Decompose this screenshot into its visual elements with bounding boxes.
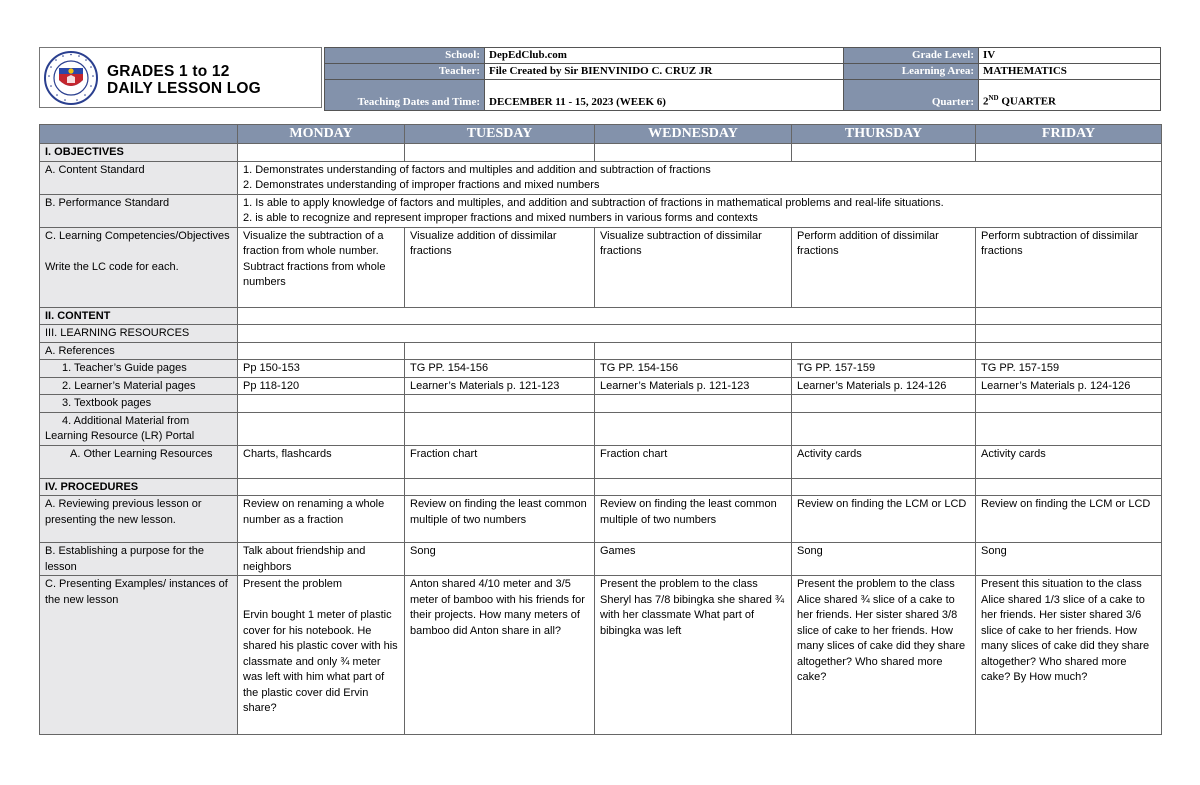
quarter-value <box>979 80 1161 111</box>
empty-cell <box>405 478 595 496</box>
competency-wednesday: Visualize subtraction of dissimilar fractions <box>595 227 792 307</box>
review-tuesday: Review on finding the least common multiple of two numbers <box>405 496 595 543</box>
other-resources-label: A. Other Learning Resources <box>40 445 238 478</box>
empty-cell <box>405 144 595 162</box>
review-friday: Review on finding the LCM or LCD <box>976 496 1162 543</box>
empty-cell <box>976 325 1162 343</box>
competency-tuesday: Visualize addition of dissimilar fractions <box>405 227 595 307</box>
competency-monday: Visualize the subtraction of a fraction from whole number. Subtract fractions from whole numbers <box>238 227 405 307</box>
table-row <box>40 144 1162 162</box>
day-header-wednesday: WEDNESDAY <box>595 125 792 144</box>
empty-cell <box>405 395 595 413</box>
lm-thursday: Learner’s Materials p. 124-126 <box>792 377 976 395</box>
learning-area-label: Learning Area: <box>844 64 979 80</box>
content-standard-label: A. Content Standard <box>40 161 238 194</box>
empty-cell <box>238 395 405 413</box>
empty-cell <box>976 395 1162 413</box>
purpose-monday: Talk about friendship and neighbors <box>238 543 405 576</box>
table-row <box>40 342 1162 360</box>
procedures-label: IV. PROCEDURES <box>40 478 238 496</box>
empty-cell <box>238 412 405 445</box>
objectives-label: I. OBJECTIVES <box>40 144 238 162</box>
examples-monday: Present the problem Ervin bought 1 meter of plastic cover for his notebook. He shared his plastic cover with his classmate and only ¾ meter was left with him what part of the plastic cover did Ervin share? <box>238 576 405 735</box>
tg-friday: TG PP. 157-159 <box>976 360 1162 378</box>
empty-cell <box>238 307 976 325</box>
empty-cell <box>238 325 976 343</box>
table-row <box>40 395 1162 413</box>
purpose-friday: Song <box>976 543 1162 576</box>
tg-wednesday: TG PP. 154-156 <box>595 360 792 378</box>
title-line-2: DAILY LESSON LOG <box>107 80 261 97</box>
table-row <box>40 194 1162 227</box>
day-header-monday: MONDAY <box>238 125 405 144</box>
competency-friday: Perform subtraction of dissimilar fractions <box>976 227 1162 307</box>
table-row <box>40 307 1162 325</box>
corner-cell <box>40 125 238 144</box>
empty-cell <box>595 412 792 445</box>
empty-cell <box>976 342 1162 360</box>
teacher-value: File Created by Sir BIENVINIDO C. CRUZ JR <box>485 64 844 80</box>
tg-thursday: TG PP. 157-159 <box>792 360 976 378</box>
empty-cell <box>595 342 792 360</box>
teachers-guide-label: 1. Teacher’s Guide pages <box>40 360 238 378</box>
title-line-1: GRADES 1 to 12 <box>107 63 230 80</box>
deped-seal-icon <box>43 50 99 106</box>
purpose-wednesday: Games <box>595 543 792 576</box>
table-row <box>40 543 1162 576</box>
table-row <box>40 325 1162 343</box>
empty-cell <box>238 144 405 162</box>
lm-wednesday: Learner’s Materials p. 121-123 <box>595 377 792 395</box>
lm-tuesday: Learner’s Materials p. 121-123 <box>405 377 595 395</box>
examples-friday: Present this situation to the class Alice shared 1/3 slice of a cake to her friends. Her sister shared 3/6 slice of cake to her friends. How many slices of cake did they share altogether? Who shared more cake? By How much? <box>976 576 1162 735</box>
lesson-grid <box>39 124 1162 735</box>
school-value: DepEdClub.com <box>485 48 844 64</box>
school-label: School: <box>325 48 485 64</box>
empty-cell <box>976 412 1162 445</box>
day-header-thursday: THURSDAY <box>792 125 976 144</box>
other-thursday: Activity cards <box>792 445 976 478</box>
purpose-thursday: Song <box>792 543 976 576</box>
empty-cell <box>792 144 976 162</box>
other-wednesday: Fraction chart <box>595 445 792 478</box>
review-label: A. Reviewing previous lesson or presenting the new lesson. <box>40 496 238 543</box>
lr-portal-label <box>40 412 238 445</box>
empty-cell <box>405 412 595 445</box>
table-row <box>40 161 1162 194</box>
competencies-label: C. Learning Competencies/Objectives Write the LC code for each. <box>40 227 238 307</box>
table-row <box>40 576 1162 735</box>
teaching-dates-label: Teaching Dates and Time: <box>325 80 485 111</box>
header-info-table <box>324 47 1161 111</box>
learning-resources-label: III. LEARNING RESOURCES <box>40 325 238 343</box>
empty-cell <box>976 144 1162 162</box>
table-row <box>40 377 1162 395</box>
purpose-tuesday: Song <box>405 543 595 576</box>
day-header-friday: FRIDAY <box>976 125 1162 144</box>
competency-thursday: Perform addition of dissimilar fractions <box>792 227 976 307</box>
lm-monday: Pp 118-120 <box>238 377 405 395</box>
content-label: II. CONTENT <box>40 307 238 325</box>
empty-cell <box>792 395 976 413</box>
empty-cell <box>595 144 792 162</box>
learning-area-value: MATHEMATICS <box>979 64 1161 80</box>
table-row <box>40 360 1162 378</box>
quarter-label: Quarter: <box>844 80 979 111</box>
content-standard-text: 1. Demonstrates understanding of factors and multiples and addition and subtraction of fractions 2. Demonstrates understanding of improper fractions and mixed numbers <box>238 161 1162 194</box>
table-row <box>40 478 1162 496</box>
tg-monday: Pp 150-153 <box>238 360 405 378</box>
quarter-text: QUARTER <box>998 96 1056 108</box>
teaching-dates-value: DECEMBER 11 - 15, 2023 (WEEK 6) <box>485 80 844 111</box>
examples-wednesday: Present the problem to the class Sheryl has 7/8 bibingka she shared ¾ with her classmate What part of bibingka was left <box>595 576 792 735</box>
day-header-tuesday: TUESDAY <box>405 125 595 144</box>
lm-friday: Learner’s Materials p. 124-126 <box>976 377 1162 395</box>
empty-cell <box>238 478 405 496</box>
empty-cell <box>976 478 1162 496</box>
examples-label: C. Presenting Examples/ instances of the new lesson <box>40 576 238 735</box>
quarter-suffix: ND <box>988 94 999 103</box>
learners-material-label: 2. Learner’s Material pages <box>40 377 238 395</box>
textbook-pages-label: 3. Textbook pages <box>40 395 238 413</box>
review-monday: Review on renaming a whole number as a fraction <box>238 496 405 543</box>
table-row <box>40 445 1162 478</box>
day-header-row <box>40 125 1162 144</box>
examples-thursday: Present the problem to the class Alice shared ¾ slice of a cake to her friends. Her sister shared 3/8 slice of cake to her friends. How many slices of cake did they share altogether? Who shared more cake? <box>792 576 976 735</box>
teacher-label: Teacher: <box>325 64 485 80</box>
other-tuesday: Fraction chart <box>405 445 595 478</box>
examples-tuesday: Anton shared 4/10 meter and 3/5 meter of bamboo with his friends for their projects. How many meters of bamboo did Anton share in all? <box>405 576 595 735</box>
empty-cell <box>976 307 1162 325</box>
table-row <box>40 227 1162 307</box>
empty-cell <box>595 478 792 496</box>
tg-tuesday: TG PP. 154-156 <box>405 360 595 378</box>
empty-cell <box>792 478 976 496</box>
empty-cell <box>238 342 405 360</box>
header-title-box <box>39 47 322 108</box>
performance-standard-text: 1. Is able to apply knowledge of factors and multiples, and addition and subtraction of fractions in mathematical problems and real-life situations. 2. is able to recognize and represent improper fractions and mixed numbers in various forms and contexts <box>238 194 1162 227</box>
empty-cell <box>792 342 976 360</box>
other-friday: Activity cards <box>976 445 1162 478</box>
lr-portal-text: 4. Additional Material from Learning Resource (LR) Portal <box>45 414 195 442</box>
review-thursday: Review on finding the LCM or LCD <box>792 496 976 543</box>
empty-cell <box>595 395 792 413</box>
references-label: A. References <box>40 342 238 360</box>
other-monday: Charts, flashcards <box>238 445 405 478</box>
review-wednesday: Review on finding the least common multiple of two numbers <box>595 496 792 543</box>
table-row <box>40 496 1162 543</box>
empty-cell <box>792 412 976 445</box>
document-title <box>107 63 261 97</box>
grade-level-label: Grade Level: <box>844 48 979 64</box>
performance-standard-label: B. Performance Standard <box>40 194 238 227</box>
purpose-label: B. Establishing a purpose for the lesson <box>40 543 238 576</box>
quarter-number: 2 <box>983 96 989 108</box>
table-row <box>40 412 1162 445</box>
empty-cell <box>405 342 595 360</box>
grade-level-value: IV <box>979 48 1161 64</box>
